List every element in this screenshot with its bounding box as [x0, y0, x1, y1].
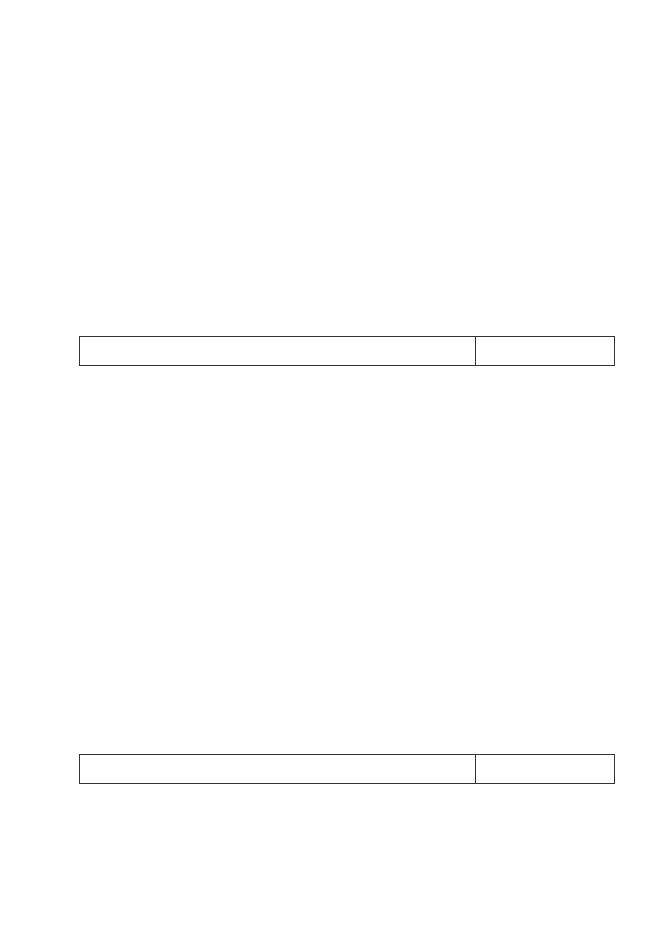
table-header-row	[80, 337, 615, 366]
table-5	[79, 336, 615, 366]
table-6	[79, 754, 615, 784]
column-header-name	[80, 337, 476, 366]
column-header-value	[476, 755, 615, 784]
table-header-row	[80, 755, 615, 784]
column-header-name	[80, 755, 476, 784]
column-header-value	[476, 337, 615, 366]
